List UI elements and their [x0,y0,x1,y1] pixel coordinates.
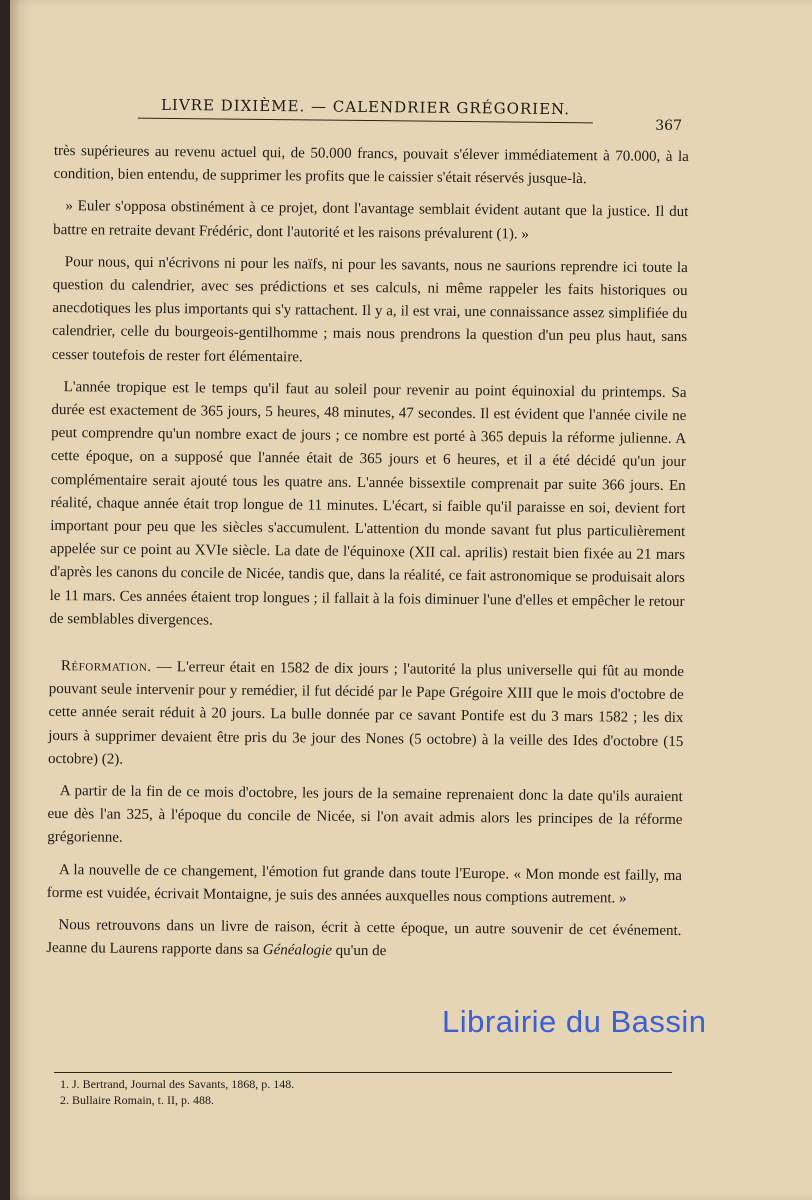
paragraph-weekdays: A partir de la fin de ce mois d'octobre, les jours de la semaine reprenaient donc la date qu'ils auraient eue dès l'an 325, à l'époque du concile de Nicée, si l'on avait admis alors les principes de la réforme grégorienne. [47,783,683,847]
paragraph-tropical-year: L'année tropique est le temps qu'il faut au soleil pour revenir au point équinoxial du printemps. Sa durée est exactement de 365 jours, 5 heures, 48 minutes, 47 secondes. Il est évident que l'année civile ne peut comprendre qu'un nombre exact de jours ; ce nombre est porté à 365 depuis la réforme julienne. A cette époque, on a supposé que l'année était de 365 jours et 6 heures, et il a été décidé qu'un jour complémentaire serait ajouté tous les quatre ans. L'année bissextile comprenait par suite 366 jours. En réalité, chaque année était trop longue de 11 minutes. L'écart, si faible qu'il paraisse en soi, devient fort important pour peu que les siècles s'accumulent. L'attention du monde savant fut plus particulièrement appelée sur ce point au XVIe siècle. La date de l'équinoxe (XII cal. aprilis) restait bien fixée au 21 mars d'après les canons du concile de Nicée, tandis que, dans la réalité, ce fait astronomique se produisait alors le 11 mars. Ces années étaient trop longues ; il fallait à la fois diminuer l'une d'elles et empêcher le retour de semblables divergences. [49,378,687,629]
footnote-2: 2. Bullaire Romain, t. II, p. 488. [60,1093,214,1107]
raison-text-a: Nous retrouvons dans un livre de raison, écrit à cette époque, un autre souvenir de cet événement. Jeanne du Laurens rapporte dans sa [46,917,682,959]
paragraph-montaigne: A la nouvelle de ce changement, l'émotion fut grande dans toute l'Europe. « Mon monde est failly, ma forme est vuidée, écrivait Montaigne, je suis des années auxquelles nous comptions autrement. » [46,861,683,907]
paragraph-continuation: très supérieures au revenu actuel qui, de 50.000 francs, pouvait s'élever immédiatement à 70.000, à la condition, bien entendu, de supprimer les profits que le caissier s'était réservés jusque-là. [53,142,689,188]
page-number: 367 [655,118,682,134]
book-page [10,0,812,1200]
paragraph-reformation [48,655,684,777]
raison-text-b: qu'un de [331,943,387,960]
running-header: LIVRE DIXIÈME. — CALENDRIER GRÉGORIEN. [138,96,593,124]
paragraph-euler: » Euler s'opposa obstinément à ce projet, dont l'avantage semblait évident autant que la justice. Il dut battre en retraite devant Frédéric, dont l'autorité et les raisons prévalurent (1). » [53,198,689,243]
seller-watermark: Librairie du Bassin [442,1004,707,1039]
reformation-text: — L'erreur était en 1582 de dix jours ; l'autorité la plus universelle qui fût au monde pouvant seule intervenir pour y remédier, il fut décidé par le Pape Grégoire XIII que le mois d'octobre de cette année serait réduit à 20 jours. La bulle donnée par ce savant Pontife est du 3 mars 1582 ; les dix jours à supprimer devaient être pris du 3e jour des Nones (5 octobre) à la veille des Ides d'octobre (15 octobre) (2). [47,659,684,768]
footnotes [60,1076,620,1108]
paragraph-intro: Pour nous, qui n'écrivons ni pour les naïfs, ni pour les savants, nous ne saurions reprendre ici toute la question du calendrier, avec ses prédictions et ses calculs, ni même rappeler les faits historiques ou anecdotiques les plus importants qui s'y rattachent. Il y a, il est vrai, une connaissance assez simplifiée du calendrier, celle du bourgeois-gentilhomme ; mais nous prendrons la question d'un peu plus haut, sans cesser toutefois de rester fort élémentaire. [51,253,688,366]
paragraph-livre-de-raison [46,914,681,966]
footnote-divider [54,1072,672,1073]
page-body [46,140,689,976]
footnote-1: 1. J. Bertrand, Journal des Savants, 1868, p. 148. [60,1077,295,1091]
section-label: Réformation. [60,658,152,676]
genealogie-title: Généalogie [262,942,333,960]
